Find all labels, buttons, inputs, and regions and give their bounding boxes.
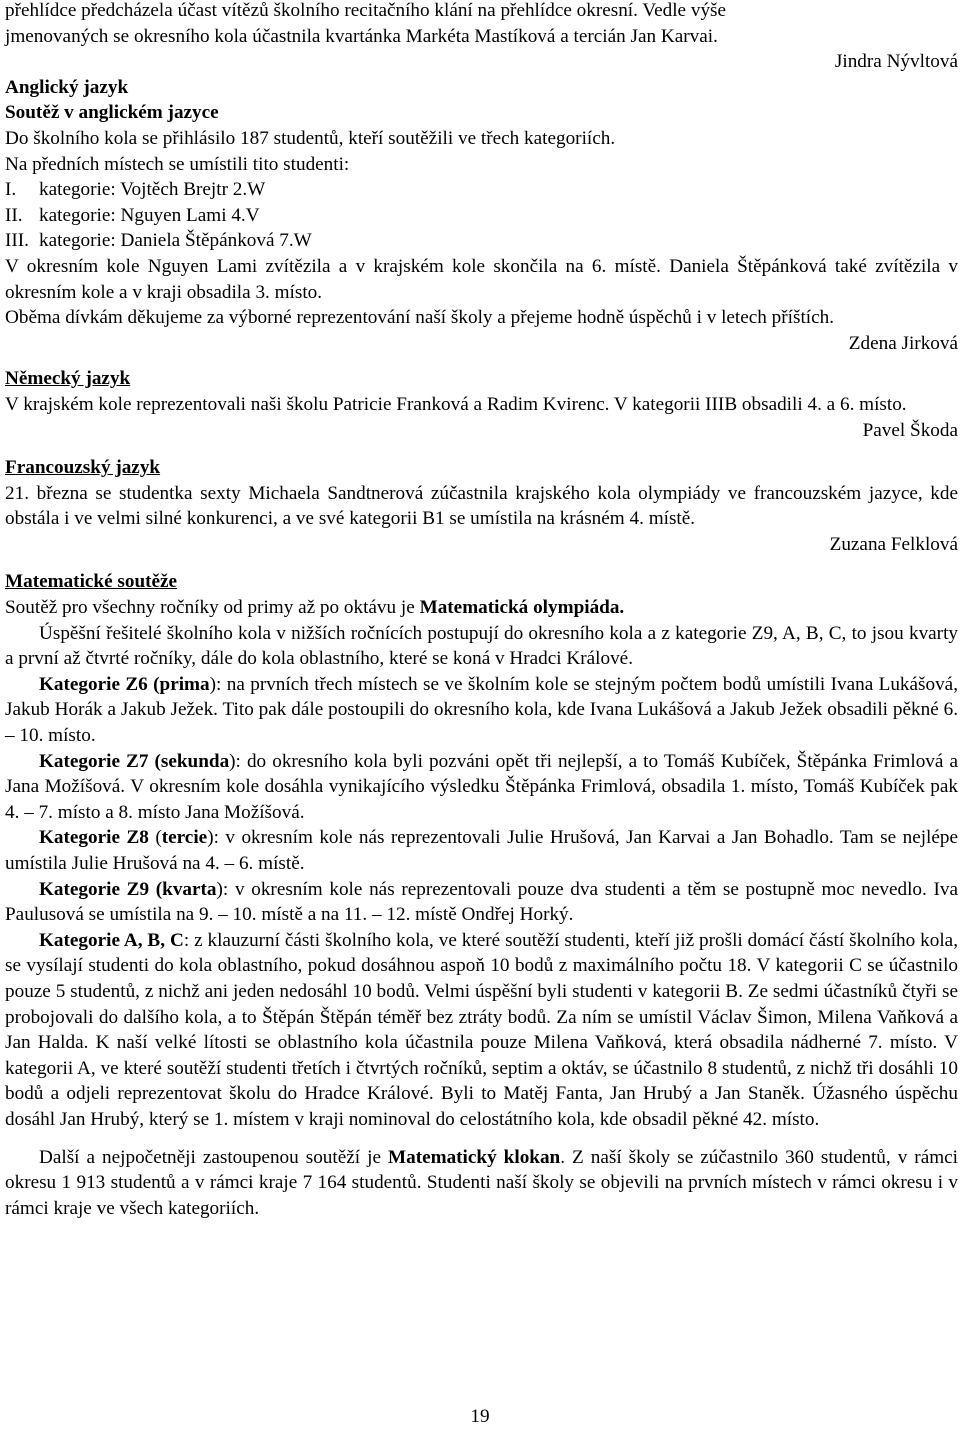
z7-label: Kategorie Z7 (	[39, 750, 161, 772]
heading-german: Německý jazyk	[5, 368, 131, 390]
list-item	[5, 203, 958, 229]
subheading-english: Soutěž v anglickém jazyce	[5, 102, 219, 124]
z6-label: Kategorie Z6 (	[39, 673, 160, 695]
z6-class: prima	[159, 673, 210, 695]
category-text: kategorie: Nguyen Lami 4.V	[39, 204, 260, 226]
heading-english: Anglický jazyk	[5, 76, 129, 98]
z8-class: tercie	[161, 827, 208, 849]
math-intro-bold: Matematická olympiáda.	[419, 597, 625, 619]
intro-line-2: jmenovaných se okresního kola účastnila kvartánka Markéta Mastíková a tercián Jan Karvai.	[5, 25, 718, 47]
math-z6	[5, 672, 958, 749]
math-intro-text: Soutěž pro všechny ročníky od primy až po oktávu je	[5, 597, 420, 619]
math-z8	[5, 825, 958, 876]
category-text: kategorie: Daniela Štěpánková 7.W	[39, 230, 312, 252]
category-num: I.	[5, 179, 17, 201]
category-num: III.	[5, 230, 29, 252]
english-para-2: Oběma dívkám děkujeme za výborné reprezentování naší školy a přejeme hodně úspěchů i v letech příštích.	[5, 307, 835, 329]
z9-label: Kategorie Z9 (	[39, 878, 163, 900]
z8-paren: (	[148, 827, 162, 849]
german-para: V krajském kole reprezentovali naši školu Patricie Franková a Radim Kvirenc. V kategorii IIIB obsadili 4. a 6. místo.	[5, 393, 907, 415]
english-para-1: V okresním kole Nguyen Lami zvítězila a v krajském kole skončila na 6. místě. Daniela Štěpánková také zvítězila v okresním kole a v kraji obsadila 3. místo.	[5, 255, 958, 303]
klokan-text-2: . Z naší školy se zúčastnilo 360 studentů, v rámci okresu 1 913 studentů a v rámci kraje 7 164 studentů. Studenti naší školy se objevili na prvních místech v rámci okresu i v rámci kraje ve všech kategoriích.	[5, 1146, 958, 1219]
french-para: 21. března se studentka sexty Michaela Sandtnerová zúčastnila krajského kola olympiády ve francouzském jazyce, kde obstála i ve velmi silné konkurenci, a ve své kategorii B1 se umístila na krásném 4. místě.	[5, 482, 958, 530]
abc-text: : z klauzurní části školního kola, ve které soutěží studenti, kteří již prošli domácí částí školního kola, se vysílají studenti do kola oblastního, pokud dosáhnou aspoň 10 bodů z maximálního počtu 18. V kategorii C se účastnilo pouze 5 studentů, z nichž ani jeden nedosáhl 10 bodů. Velmi úspěšní byli studenti v kategorii B. Ze sedmi účastníků čtyři se probojovali do dalšího kola, a to Štěpán Štěpán téměř bez ztráty bodů. Za ním se umístil Václav Šimon, Milena Vaňková a Jan Halda. K naší velké lítosti se oblastního kola účastnila pouze Milena Vaňková, která obsadila nádherné 7. místo. V kategorii A, ve které soutěží studenti třetích i čtvrtých ročníků, septim a oktáv, se účastnilo 8 studentů, z nichž tři dosáhli 10 bodů a odjeli reprezentovat školu do Hradce Králové. Byli to Matěj Fanta, Jan Hrubý a Jan Staněk. Úžasného úspěchu dosáhl Jan Hrubý, který se 1. místem v kraji nominoval do celostátního kola, kde obsadil pěkné 42. místo.	[5, 929, 958, 1130]
english-category-list	[5, 177, 958, 254]
document-page	[5, 0, 958, 1221]
list-item	[5, 228, 958, 254]
math-klokan	[5, 1145, 958, 1222]
category-num: II.	[5, 204, 23, 226]
signature-zuzana: Zuzana Felklová	[829, 533, 958, 555]
heading-french: Francouzský jazyk	[5, 457, 161, 479]
klokan-text-1: Další a nejpočetněji zastoupenou soutěží je	[39, 1146, 388, 1168]
z8-label: Kategorie Z8	[39, 827, 149, 849]
signature-zdena: Zdena Jirková	[848, 332, 958, 354]
z7-text: ): do okresního kola byli pozváni opět tři nejlepší, a to Tomáš Kubíček, Štěpánka Frimlová a Jana Možíšová. V okresním kole dosáhla vynikajícího výsledku Štěpánka Frimlová, obsadila 1. místo, Tomáš Kubíček pak 4. – 7. místo a 8. místo Jana Možíšová.	[5, 750, 958, 823]
intro-line-1: přehlídce předcházela účast vítězů školního recitačního klání na přehlídce okresní. Vedle výše	[5, 0, 727, 21]
signature-pavel: Pavel Škoda	[862, 419, 958, 441]
english-line-1: Do školního kola se přihlásilo 187 studentů, kteří soutěžili ve třech kategoriích.	[5, 127, 616, 149]
math-intro	[5, 595, 958, 621]
z9-class: kvarta	[162, 878, 217, 900]
math-abc	[5, 928, 958, 1133]
list-item	[5, 177, 958, 203]
math-z7	[5, 749, 958, 826]
z8-text: ): v okresním kole nás reprezentovali Julie Hrušová, Jan Karvai a Jan Bohadlo. Tam se nejlépe umístila Julie Hrušová na 4. – 6. místě.	[5, 827, 959, 874]
abc-label: Kategorie A, B, C	[39, 929, 184, 951]
category-text: kategorie: Vojtěch Brejtr 2.W	[39, 179, 266, 201]
english-line-2: Na předních místech se umístili tito studenti:	[5, 153, 350, 175]
math-z9	[5, 877, 958, 928]
klokan-bold: Matematický klokan	[387, 1146, 561, 1168]
z7-class: sekunda	[160, 750, 230, 772]
z6-text: ): na prvních třech místech se ve školním kole se stejným počtem bodů umístili Ivana Lukášová, Jakub Horák a Jakub Ježek. Tito pak dále postoupili do okresního kola, kde Ivana Lukášová a Jakub Ježek obsadili pěkné 6. – 10. místo.	[5, 673, 958, 747]
z9-text: ): v okresním kole nás reprezentovali pouze dva studenti a těm se postupně moc nevedlo. Iva Paulusová se umístila na 9. – 10. místě a na 11. – 12. místě Ondřej Horký.	[5, 878, 959, 926]
signature-jindra: Jindra Nývltová	[834, 51, 958, 73]
heading-math: Matematické soutěže	[5, 571, 178, 593]
math-para-1: Úspěšní řešitelé školního kola v nižších ročnících postupují do okresního kola a z kategorie Z9, A, B, C, to jsou kvarty a první až čtvrté ročníky, dále do kola oblastního, které se koná v Hradci Králové.	[5, 622, 958, 670]
page-number: 19	[470, 1406, 490, 1427]
